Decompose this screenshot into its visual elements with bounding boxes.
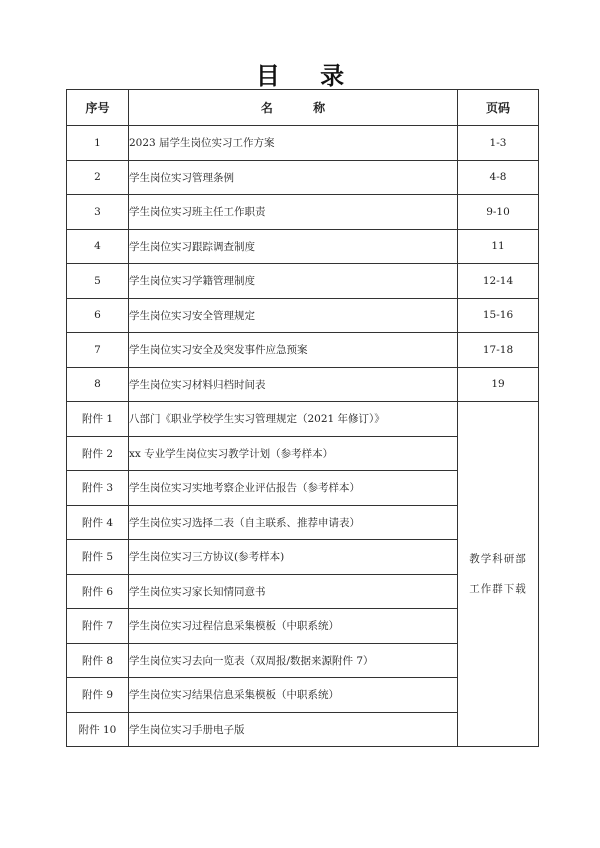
attachment-number: 附件 9 <box>67 678 129 713</box>
table-row <box>67 333 539 368</box>
attachment-number: 附件 10 <box>67 712 129 747</box>
row-name: 学生岗位实习安全管理规定 <box>129 298 458 333</box>
row-number: 2 <box>67 160 129 195</box>
row-number: 1 <box>67 126 129 161</box>
attachment-name: 学生岗位实习去向一览表（双周报/数据来源附件 7） <box>129 643 458 678</box>
attachment-number: 附件 6 <box>67 574 129 609</box>
table-row <box>67 229 539 264</box>
row-number: 6 <box>67 298 129 333</box>
attachment-name: xx 专业学生岗位实习教学计划（参考样本） <box>129 436 458 471</box>
header-row <box>67 90 539 126</box>
row-name: 2023 届学生岗位实习工作方案 <box>129 126 458 161</box>
table-row <box>67 126 539 161</box>
attachment-name: 学生岗位实习手册电子版 <box>129 712 458 747</box>
attachment-name: 学生岗位实习结果信息采集模板（中职系统） <box>129 678 458 713</box>
page-title: 目 录 <box>255 62 361 90</box>
table-row <box>67 367 539 402</box>
table-row <box>67 195 539 230</box>
row-page: 4-8 <box>458 160 539 195</box>
header-name: 名 称 <box>129 90 458 126</box>
row-name: 学生岗位实习班主任工作职责 <box>129 195 458 230</box>
row-page: 9-10 <box>458 195 539 230</box>
attachment-name: 学生岗位实习过程信息采集模板（中职系统） <box>129 609 458 644</box>
download-note-line2: 工作群下载 <box>469 583 527 595</box>
attachment-number: 附件 5 <box>67 540 129 575</box>
row-number: 8 <box>67 367 129 402</box>
row-page: 19 <box>458 367 539 402</box>
row-name: 学生岗位实习跟踪调查制度 <box>129 229 458 264</box>
table-row <box>67 160 539 195</box>
row-page: 15-16 <box>458 298 539 333</box>
row-page: 17-18 <box>458 333 539 368</box>
table-row <box>67 298 539 333</box>
attachment-number: 附件 3 <box>67 471 129 506</box>
attachment-name: 学生岗位实习家长知情同意书 <box>129 574 458 609</box>
row-number: 4 <box>67 229 129 264</box>
row-page: 12-14 <box>458 264 539 299</box>
attachment-number: 附件 8 <box>67 643 129 678</box>
row-number: 7 <box>67 333 129 368</box>
attachment-name: 八部门《职业学校学生实习管理规定（2021 年修订）》 <box>129 402 458 437</box>
header-number: 序号 <box>67 90 129 126</box>
row-name: 学生岗位实习安全及突发事件应急预案 <box>129 333 458 368</box>
row-name: 学生岗位实习材料归档时间表 <box>129 367 458 402</box>
attachment-number: 附件 1 <box>67 402 129 437</box>
row-page: 11 <box>458 229 539 264</box>
attachment-row <box>67 402 539 437</box>
table-row <box>67 264 539 299</box>
attachment-number: 附件 4 <box>67 505 129 540</box>
attachment-number: 附件 2 <box>67 436 129 471</box>
attachment-name: 学生岗位实习选择二表（自主联系、推荐申请表） <box>129 505 458 540</box>
row-name: 学生岗位实习管理条例 <box>129 160 458 195</box>
toc-table <box>66 89 539 747</box>
row-number: 3 <box>67 195 129 230</box>
row-number: 5 <box>67 264 129 299</box>
attachment-name: 学生岗位实习实地考察企业评估报告（参考样本） <box>129 471 458 506</box>
attachment-name: 学生岗位实习三方协议(参考样本) <box>129 540 458 575</box>
row-page: 1-3 <box>458 126 539 161</box>
download-note-line1: 教学科研部 <box>469 553 527 565</box>
download-note <box>458 402 539 747</box>
attachment-number: 附件 7 <box>67 609 129 644</box>
row-name: 学生岗位实习学籍管理制度 <box>129 264 458 299</box>
header-page: 页码 <box>458 90 539 126</box>
